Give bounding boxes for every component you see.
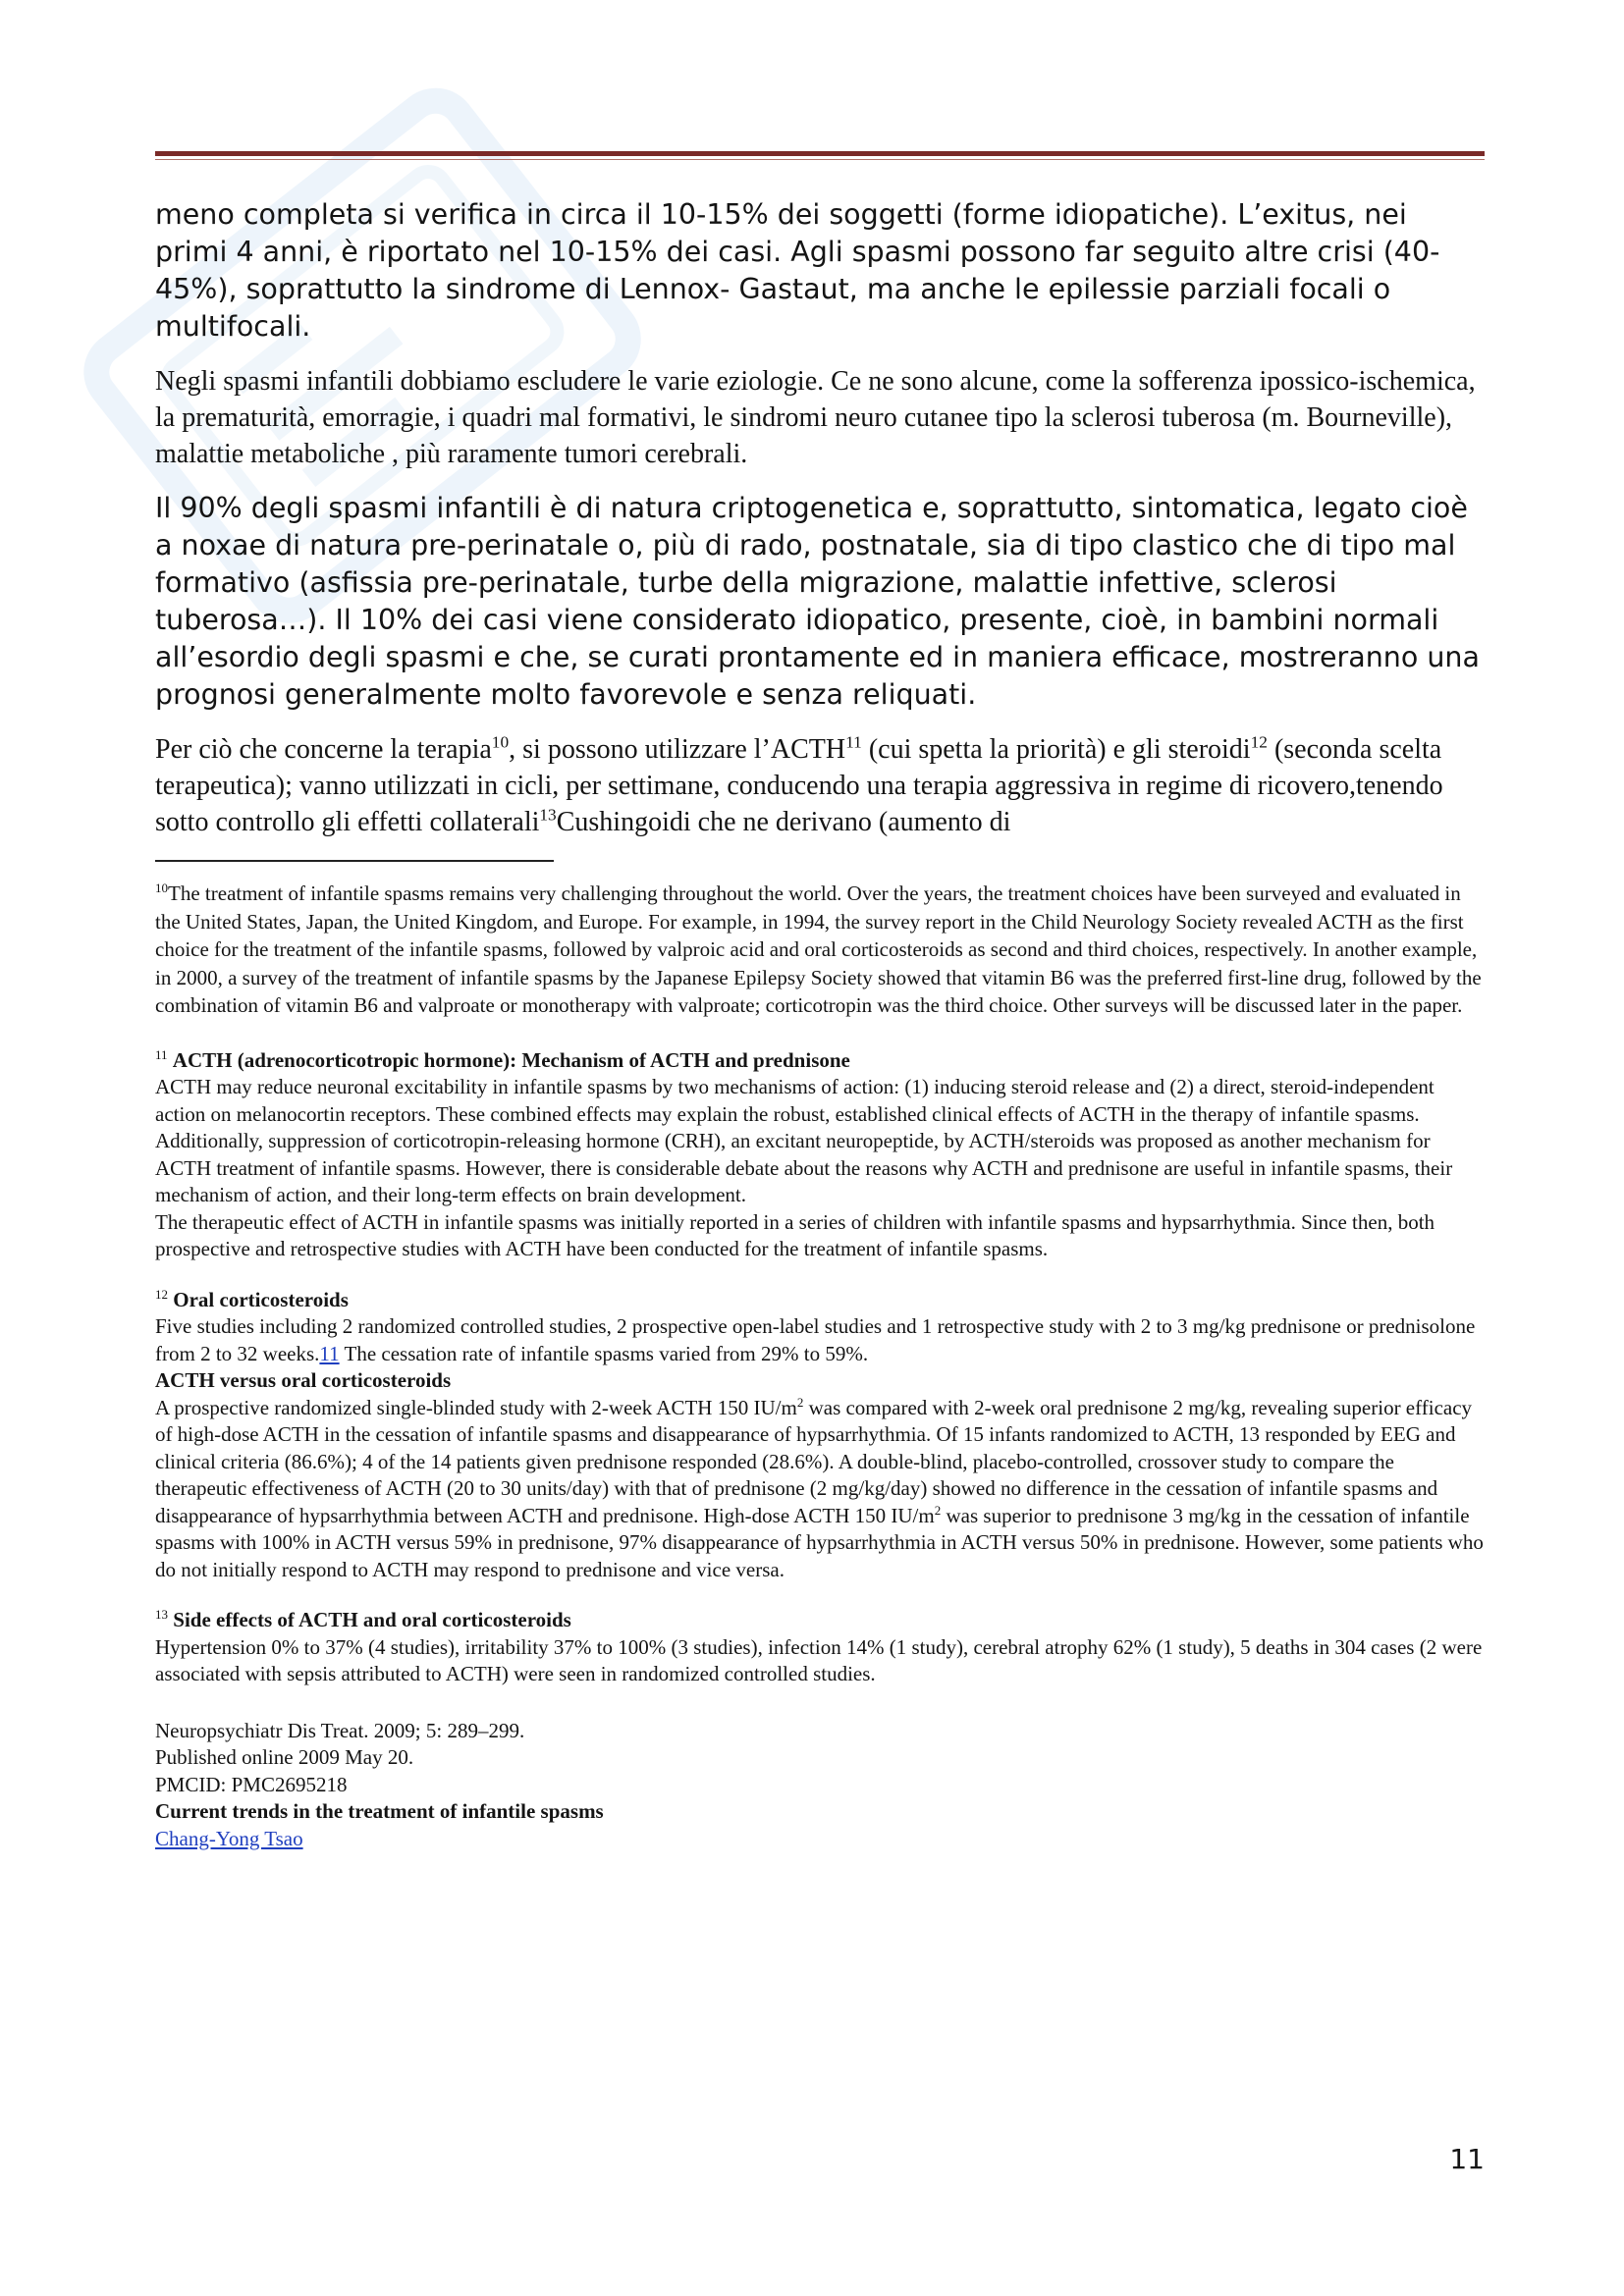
reference-link-11[interactable]: 11 [319, 1341, 340, 1365]
footnote-ref-10: 10 [491, 732, 510, 752]
footnote-ref-12: 12 [1250, 732, 1268, 752]
page-number: 11 [1449, 2143, 1485, 2175]
footnote-10: $^{10}$The treatment of infantile spasms remains very challenging throughout the world. Over the years, the treatment choices have been surveyed and evaluated in the United States, Japan, the United Kingdom, and Europe. For example, in 1994, the survey report in the Child Neurology Society revealed ACTH as the first choice for the treatment of the infantile spasms, followed by valproic acid and oral corticosteroids as second and third choices, respectively. In another example, in 2000, a survey of the treatment of infantile spasms by the Japanese Epilepsy Society showed that vitamin B6 was the preferred first-line drug, followed by the combination of vitamin B6 and valproate or monotherapy with valproate; corticotropin was the third choice. Other surveys will be discussed later in the paper. [155, 881, 1482, 1017]
footnote-12-heading: Oral corticosteroids [173, 1287, 349, 1311]
citation-journal: Neuropsychiatr Dis Treat. 2009; 5: 289–299. [155, 1718, 525, 1742]
paragraph-terapia: Per ciò che concerne la terapia$^{10}$, si possono utilizzare l’ACTH$^{11}$ (cui spetta la priorità) e gli steroidi$^{12}$ (seconda scelta terapeutica); vanno utilizzati in cicli, per settimane, conducendo una terapia aggressiva in regime di ricovero,tenendo sotto controllo gli effetti collaterali$^{13}$Cushingoidi che ne derivano (aumento di [155, 732, 1443, 837]
footnote-12: $^{12}$ Oral corticosteroids Five studies including 2 randomized controlled studies, 2 prospective open-label studies and 1 retrospective study with 2 to 3 mg/kg prednisone or prednisolone from 2 to 32 weeks.11 The cessation rate of infantile spasms varied from 29% to 59%. ACTH versus oral corticosteroids A prospective randomized single-blinded study with 2-week ACTH 150 $IU/m^2$ was compared with 2-week oral prednisone 2 mg/kg, revealing superior efficacy of high-dose ACTH in the cessation of infantile spasms and disappearance of hypsarrhythmia. Of 15 infants randomized to ACTH, 13 responded by EEG and clinical criteria (86.6%); 4 of the 14 patients given prednisone responded (28.6%). A double-blind, placebo-controlled, crossover study to compare the therapeutic effectiveness of ACTH (20 to 30 units/day) with that of prednisone (2 mg/kg/day) showed no difference in the cessation of infantile spasms and disappearance of hypsarrhythmia between ACTH and prednisone. High-dose ACTH 150 $IU/m^2$ was superior to prednisone 3 mg/kg in the cessation of infantile spasms with 100% in ACTH versus 59% in prednisone, 97% disappearance of hypsarrhythmia in ACTH versus 50% in prednisone. However, some patients who do not initially respond to ACTH may respond to prednisone and vice versa. [155, 1286, 1484, 1581]
footnote-13: $^{13}$ Side effects of ACTH and oral corticosteroids Hypertension 0% to 37% (4 studies), irritability 37% to 100% (3 studies), infection 14% (1 study), cerebral atrophy 62% (1 study), 5 deaths in 304 cases (2 were associated with sepsis attributed to ACTH) were seen in randomized controlled studies. [155, 1607, 1483, 1685]
footnote-separator [155, 860, 554, 862]
citation-title: Current trends in the treatment of infantile spasms [155, 1799, 604, 1823]
paragraph-exitus: meno completa si verifica in circa il 10-15% dei soggetti (forme idiopatiche). L’exitus, nei primi 4 anni, è riportato nel 10-15% dei casi. Agli spasmi possono far seguito altre crisi (40-45%), soprattutto la sindrome di Lennox- Gastaut, ma anche le epilessie parziali focali o multifocali. [155, 198, 1440, 343]
footnote-11-heading: ACTH (adrenocorticotropic hormone): Mechanism of ACTH and prednisone [172, 1047, 850, 1072]
citation-block [155, 1718, 1485, 1853]
footnote-13-heading: Side effects of ACTH and oral corticosteroids [173, 1608, 571, 1631]
footnote-ref-11: 11 [845, 732, 862, 752]
citation-published: Published online 2009 May 20. [155, 1745, 414, 1769]
footnote-12-subheading: ACTH versus oral corticosteroids [155, 1368, 452, 1392]
paragraph-eziologie: Negli spasmi infantili dobbiamo escludere le varie eziologie. Ce ne sono alcune, come la sofferenza ipossico-ischemica, la prematurità, emorragie, i quadri mal formativi, le sindromi neuro cutanee tipo la sclerosi tuberosa (m. Bourneville), malattie metaboliche , più raramente tumori cerebrali. [155, 366, 1476, 469]
footnote-11: $^{11}$ ACTH (adrenocorticotropic hormone): Mechanism of ACTH and prednisone ACTH may reduce neuronal excitability in infantile spasms by two mechanisms of action: (1) inducing steroid release and (2) a direct, steroid-independent action on melanocortin receptors. These combined effects may explain the robust, established clinical effects of ACTH in the therapy of infantile spasms. Additionally, suppression of corticotropin-releasing hormone (CRH), an excitant neuropeptide, by ACTH/steroids was proposed as another mechanism for ACTH treatment of infantile spasms. However, there is considerable debate about the reasons why ACTH and prednisone are useful in infantile spasms, their mechanism of action, and their long-term effects on brain development. The therapeutic effect of ACTH in infantile spasms was initially reported in a series of children with infantile spasms and hypsarrhythmia. Since then, both prospective and retrospective studies with ACTH have been conducted for the treatment of infantile spasms. [155, 1046, 1453, 1260]
header-rule [155, 151, 1485, 156]
citation-pmcid: PMCID: PMC2695218 [155, 1772, 348, 1796]
page-content [155, 196, 1485, 1852]
footnote-ref-13: 13 [539, 805, 557, 825]
header-rule-thin [155, 159, 1485, 160]
paragraph-criptogenetica: Il 90% degli spasmi infantili è di natura criptogenetica e, soprattutto, sintomatica, legato cioè a noxae di natura pre-perinatale o, più di rado, postnatale, sia di tipo clastico che di tipo mal formativo (asfissia pre-perinatale, turbe della migrazione, malattie infettive, sclerosi tuberosa…). Il 10% dei casi viene considerato idiopatico, presente, cioè, in bambini normali all’esordio degli spasmi e che, se curati prontamente ed in maniera efficace, mostreranno una prognosi generalmente molto favorevole e senza reliquati. [155, 492, 1480, 711]
author-link[interactable]: Chang-Yong Tsao [155, 1826, 303, 1850]
